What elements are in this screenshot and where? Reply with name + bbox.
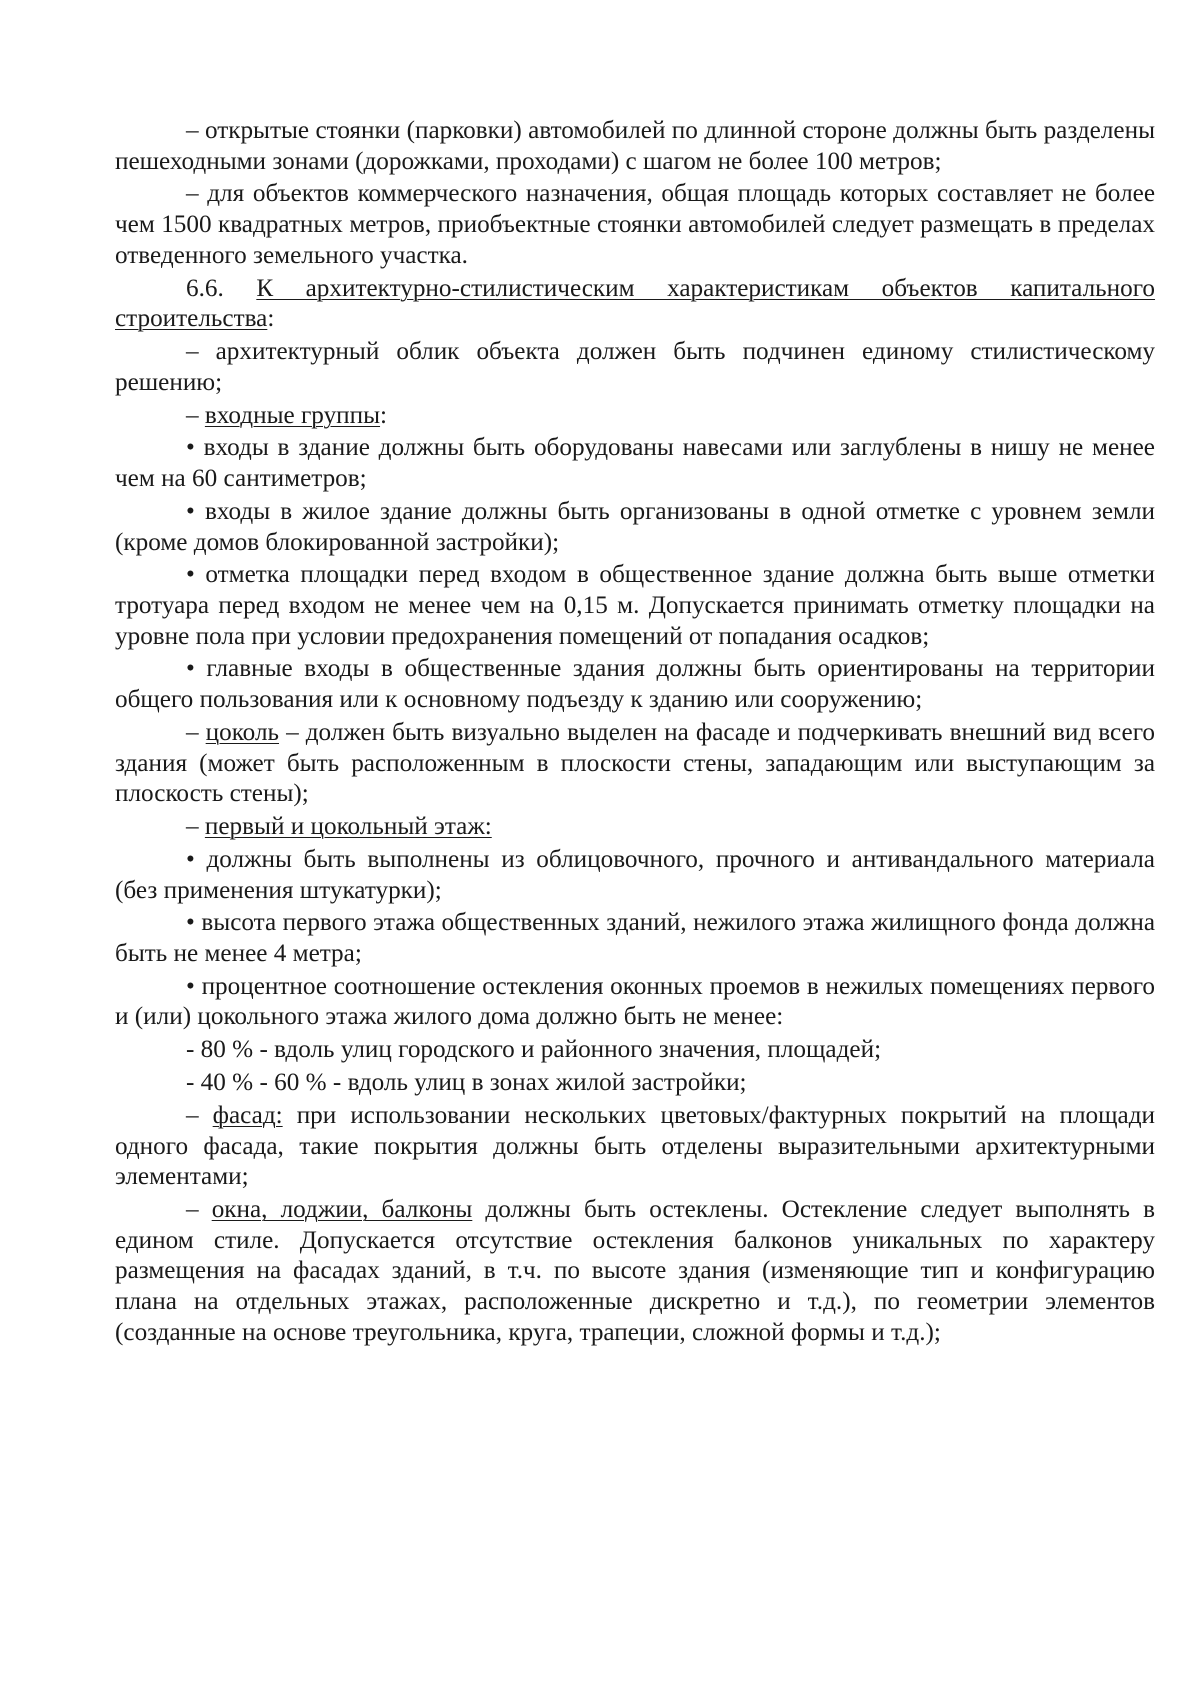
paragraph-text: – открытые стоянки (парковки) автомобилей по длинной стороне должны быть разделены пешеходными зонами (дорожками, проходами) с шагом не более 100 метров; — [115, 117, 1155, 175]
dash-marker: – — [186, 813, 205, 841]
bullet-residential-entrance-level — [115, 497, 1155, 558]
paragraph-text: - 80 % - вдоль улиц городского и районного значения, площадей; — [186, 1036, 882, 1064]
dash-marker: – — [186, 718, 206, 746]
paragraph-plinth — [115, 718, 1155, 810]
paragraph-facade — [115, 1101, 1155, 1193]
paragraph-text: – для объектов коммерческого назначения, общая площадь которых составляет не более чем 1500 квадратных метров, приобъектные стоянки автомобилей следует размещать в пределах отведенного земельного участка. — [115, 180, 1155, 269]
subheading-underlined: фасад: — [212, 1102, 283, 1130]
bullet-first-floor-height — [115, 908, 1155, 969]
paragraph-text: • входы в здание должны быть оборудованы навесами или заглублены в нишу не менее чем на 60 сантиметров; — [115, 434, 1155, 493]
list-item-80-percent — [115, 1035, 1155, 1066]
dash-marker: – — [186, 1102, 213, 1130]
paragraph-text: - 40 % - 60 % - вдоль улиц в зонах жилой застройки; — [186, 1069, 747, 1097]
paragraph-windows-balconies — [115, 1195, 1155, 1348]
section-heading-underlined: К архитектурно-стилистическим характеристикам объектов капитального строительства — [115, 274, 1156, 333]
bullet-platform-level — [115, 560, 1155, 652]
subheading-entrance-groups — [115, 401, 1155, 432]
paragraph-commercial-parking — [115, 179, 1155, 271]
paragraph-text: : — [267, 305, 275, 333]
paragraph-parking-zones — [115, 116, 1155, 177]
subheading-underlined: цоколь — [205, 718, 280, 746]
paragraph-text: • процентное соотношение остекления оконных проемов в нежилых помещениях первого и (или) цокольного этажа жилого дома должно быть не менее: — [115, 972, 1155, 1031]
dash-marker: – — [186, 1196, 212, 1224]
bullet-facing-material — [115, 845, 1155, 906]
document-body — [115, 116, 1155, 1351]
subheading-underlined: входные группы — [204, 401, 381, 429]
section-heading-6-6 — [115, 274, 1155, 335]
section-number: 6.6. — [186, 274, 257, 302]
paragraph-text: • высота первого этажа общественных зданий, нежилого этажа жилищного фонда должна быть не менее 4 метра; — [115, 909, 1155, 967]
paragraph-text: • отметка площадки перед входом в общественное здание должна быть выше отметки тротуара перед входом не менее чем на 0,15 м. Допускается принимать отметку площадки на уровне пола при условии предохранения помещений от попадания осадков; — [115, 561, 1155, 650]
bullet-main-entrances — [115, 654, 1155, 715]
paragraph-text: • входы в жилое здание должны быть организованы в одной отметке с уровнем земли (кроме домов блокированной застройки); — [115, 497, 1155, 556]
paragraph-text: • должны быть выполнены из облицовочного, прочного и антивандального материала (без применения штукатурки); — [115, 845, 1155, 904]
bullet-entrance-canopies — [115, 433, 1155, 494]
list-item-40-60-percent — [115, 1068, 1155, 1099]
subheading-underlined: первый и цокольный этаж: — [204, 813, 492, 841]
bullet-glazing-ratio — [115, 972, 1155, 1033]
paragraph-architectural-style — [115, 337, 1155, 398]
paragraph-text: – архитектурный облик объекта должен быть подчинен единому стилистическому решению; — [115, 338, 1155, 396]
paragraph-text: при использовании нескольких цветовых/фактурных покрытий на площади одного фасада, такие покрытия должны быть отделены выразительными архитектурными элементами; — [115, 1102, 1156, 1191]
paragraph-text: должны быть остеклены. Остекление следует выполнять в едином стиле. Допускается отсутствие остекления балконов уникальных по характеру размещения на фасадах зданий, в т.ч. по высоте здания (изменяющие тип и конфигурацию плана на отдельных этажах, расположенные дискретно и т.д.), по геометрии элементов (созданные на основе треугольника, круга, трапеции, сложной формы и т.д.); — [115, 1196, 1156, 1346]
subheading-underlined: окна, лоджии, балконы — [211, 1196, 473, 1224]
paragraph-text: – должен быть визуально выделен на фасаде и подчеркивать внешний вид всего здания (может быть расположенным в плоскости стены, западающим или выступающим за плоскость стены); — [115, 718, 1155, 808]
subheading-first-floor — [115, 812, 1155, 843]
paragraph-text: • главные входы в общественные здания должны быть ориентированы на территории общего пользования или к основному подъезду к зданию или сооружению; — [115, 655, 1155, 714]
paragraph-text: : — [380, 401, 388, 429]
dash-marker: – — [186, 401, 205, 429]
